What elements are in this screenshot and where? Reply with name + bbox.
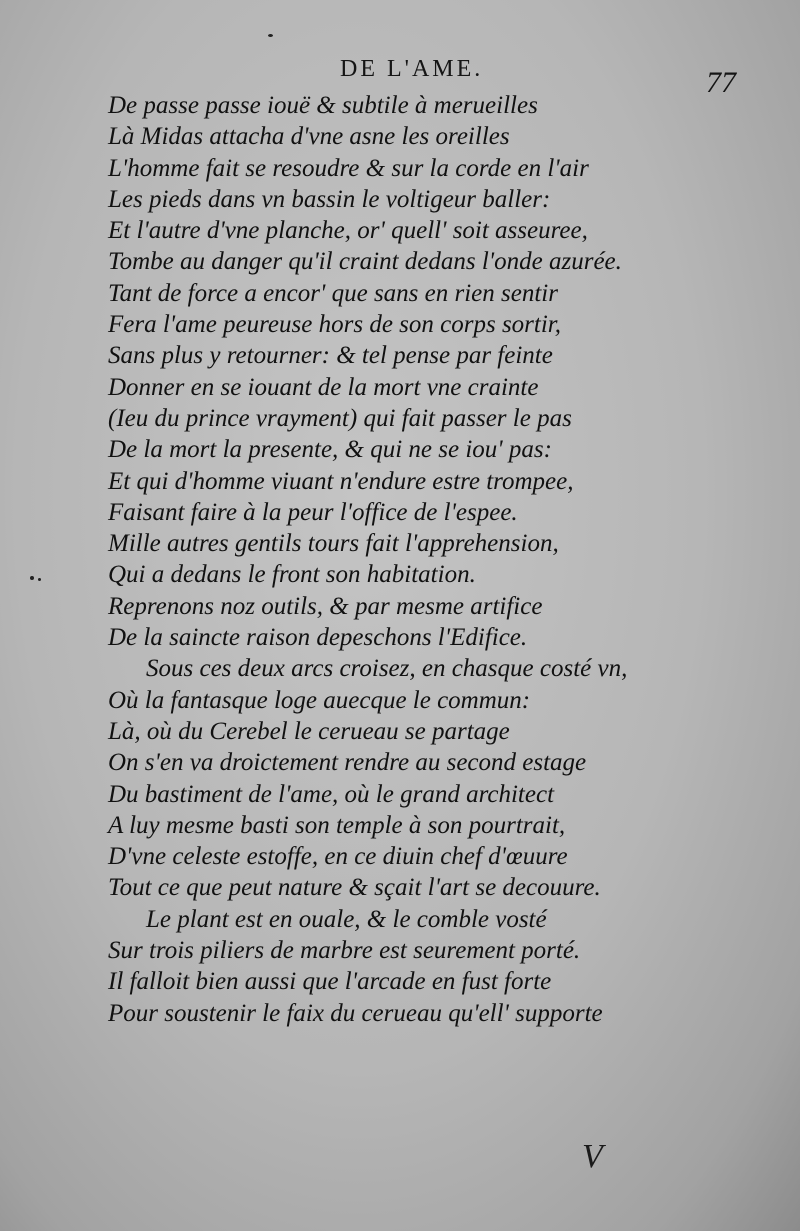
verse-line: Et qui d'homme viuant n'endure estre trompee, bbox=[108, 467, 574, 495]
verse-line: Où la fantasque loge auecque le commun: bbox=[108, 686, 531, 714]
ink-speck bbox=[30, 576, 34, 580]
ink-speck bbox=[38, 578, 41, 581]
verse-line: D'vne celeste estoffe, en ce diuin chef d'œuure bbox=[108, 843, 568, 871]
verse-line: De la saincte raison depeschons l'Edifice. bbox=[108, 624, 528, 652]
verse-line: Sans plus y retourner: & tel pense par feinte bbox=[108, 342, 553, 370]
signature-mark: V bbox=[582, 1138, 603, 1175]
verse-line: Donner en se iouant de la mort vne crainte bbox=[108, 373, 539, 401]
page-number: 77 bbox=[706, 66, 736, 99]
verse-line: Là Midas attacha d'vne asne les oreilles bbox=[108, 123, 510, 151]
verse-line: Sous ces deux arcs croisez, en chasque costé vn, bbox=[146, 655, 628, 683]
verse-line: Tombe au danger qu'il craint dedans l'onde azurée. bbox=[108, 248, 622, 276]
verse-block bbox=[108, 90, 758, 1029]
verse-line: Les pieds dans vn bassin le voltigeur baller: bbox=[108, 185, 551, 213]
running-title: DE L'AME. bbox=[340, 56, 484, 82]
ink-speck bbox=[268, 34, 273, 37]
verse-line: Tout ce que peut nature & sçait l'art se decouure. bbox=[108, 874, 601, 902]
verse-line: Là, où du Cerebel le cerueau se partage bbox=[108, 717, 510, 745]
verse-line: Reprenons noz outils, & par mesme artifice bbox=[108, 592, 543, 620]
verse-line: (Ieu du prince vrayment) qui fait passer le pas bbox=[108, 404, 572, 432]
verse-line: De la mort la presente, & qui ne se iou' pas: bbox=[108, 436, 552, 464]
verse-line: Qui a dedans le front son habitation. bbox=[108, 561, 476, 589]
verse-line: Mille autres gentils tours fait l'apprehension, bbox=[108, 530, 559, 558]
verse-line: Faisant faire à la peur l'office de l'espee. bbox=[108, 498, 518, 526]
verse-line: Et l'autre d'vne planche, or' quell' soit asseuree, bbox=[108, 217, 588, 245]
verse-line: L'homme fait se resoudre & sur la corde en l'air bbox=[108, 154, 589, 182]
verse-line: Du bastiment de l'ame, où le grand architect bbox=[108, 780, 555, 808]
verse-line: Sur trois piliers de marbre est seurement porté. bbox=[108, 937, 581, 965]
verse-line: De passe passe iouë & subtile à merueilles bbox=[108, 92, 538, 119]
verse-line: Il falloit bien aussi que l'arcade en fust forte bbox=[108, 968, 552, 996]
verse-line: On s'en va droictement rendre au second estage bbox=[108, 749, 587, 777]
verse-line: Tant de force a encor' que sans en rien sentir bbox=[108, 279, 558, 307]
verse-line: Le plant est en ouale, & le comble vosté bbox=[146, 905, 547, 933]
verse-line: Pour soustenir le faix du cerueau qu'ell' supporte bbox=[108, 999, 603, 1027]
verse-line: Fera l'ame peureuse hors de son corps sortir, bbox=[108, 311, 562, 339]
verse-line: A luy mesme basti son temple à son pourtrait, bbox=[108, 811, 566, 839]
